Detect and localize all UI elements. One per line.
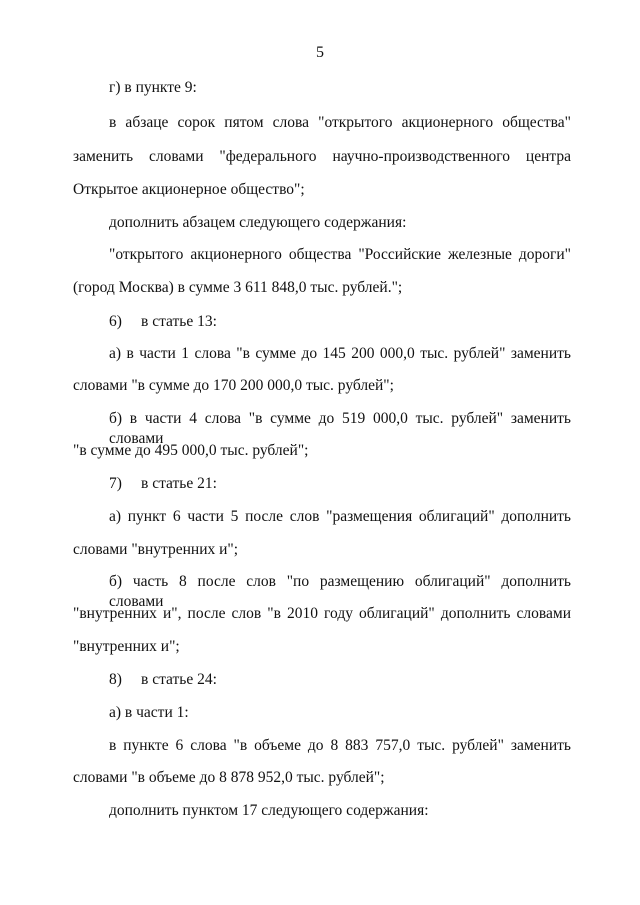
item-text: в статье 13: — [141, 313, 217, 330]
text-line: дополнить пунктом 17 следующего содержания: — [109, 802, 429, 819]
text-line: в пункте 6 слова "в объеме до 8 883 757,0 тыс. рублей" заменить — [109, 737, 571, 754]
text-line: а) пункт 6 части 5 после слов "размещения облигаций" дополнить — [109, 508, 571, 525]
text-line: г) в пункте 9: — [109, 79, 197, 96]
item-number: 6) — [109, 313, 122, 330]
text-line: Открытое акционерное общество"; — [73, 181, 305, 198]
text-line: "в сумме до 495 000,0 тыс. рублей"; — [73, 442, 309, 459]
text-line: а) в части 1 слова "в сумме до 145 200 000,0 тыс. рублей" заменить — [109, 345, 571, 362]
text-line: "внутренних и"; — [73, 638, 180, 655]
text-line: б) часть 8 после слов "по размещению облигаций" дополнить словами — [109, 573, 571, 610]
text-line: б) в части 4 слова "в сумме до 519 000,0 тыс. рублей" заменить словами — [109, 410, 571, 447]
item-number: 8) — [109, 671, 122, 688]
text-line: в абзаце сорок пятом слова "открытого акционерного общества" — [109, 114, 571, 131]
text-line: а) в части 1: — [109, 704, 189, 721]
numbered-item — [109, 312, 217, 332]
item-text: в статье 21: — [141, 475, 217, 492]
item-text: в статье 24: — [141, 671, 217, 688]
text-line: дополнить абзацем следующего содержания: — [109, 214, 407, 231]
text-line: (город Москва) в сумме 3 611 848,0 тыс. рублей."; — [73, 279, 403, 296]
numbered-item — [109, 670, 217, 690]
page-number: 5 — [316, 44, 324, 61]
text-line: словами "в объеме до 8 878 952,0 тыс. рублей"; — [73, 769, 385, 786]
numbered-item — [109, 474, 217, 494]
text-line: "открытого акционерного общества "Российские железные дороги" — [109, 246, 571, 263]
text-line: словами "в сумме до 170 200 000,0 тыс. рублей"; — [73, 377, 394, 394]
text-line: заменить словами "федерального научно-производственного центра — [73, 148, 571, 165]
item-number: 7) — [109, 475, 122, 492]
text-line: словами "внутренних и"; — [73, 541, 239, 558]
text-line: "внутренних и", после слов "в 2010 году облигаций" дополнить словами — [73, 605, 571, 622]
